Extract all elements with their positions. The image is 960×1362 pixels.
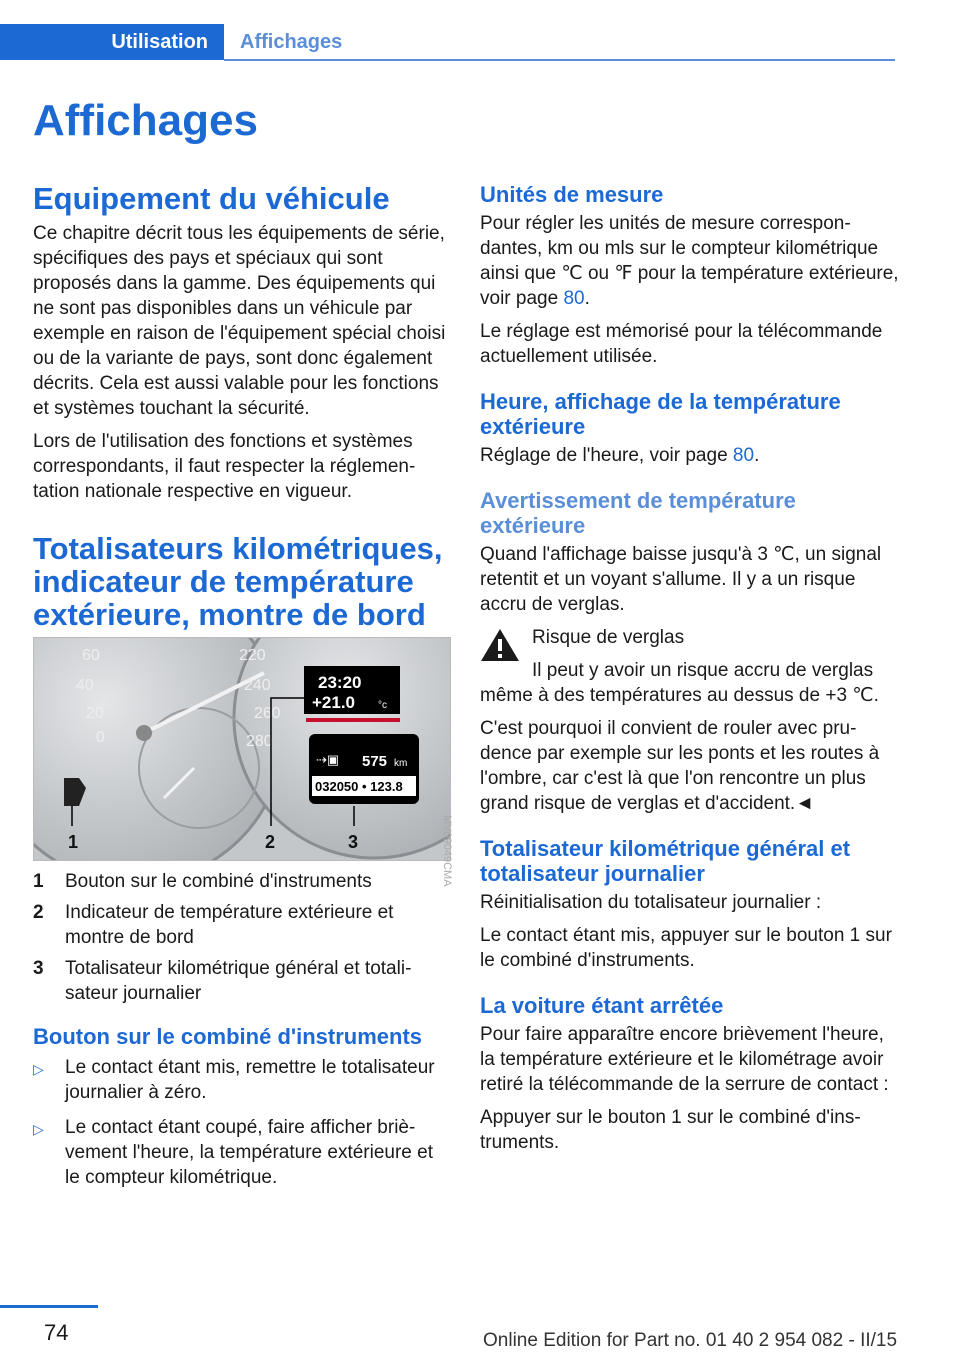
footer-divider (0, 1305, 98, 1308)
page-number: 74 (44, 1320, 69, 1345)
heading-avertissement: Avertissement de température extérieure (480, 488, 796, 538)
tab-utilisation[interactable]: Utilisation (0, 24, 224, 60)
heading-unites: Unités de mesure (480, 182, 664, 207)
list-item: ▷ Le contact étant mis, remettre le totalisateur journalier à zéro. (33, 1057, 435, 1103)
paragraph-unites: Pour régler les unités de mesure correspondantes, km ou mls sur le compteur kilométrique ainsi que ℃ ou ℉ pour la température extérieure, voir page 80. (480, 213, 899, 309)
paragraph-reinit: Réinitialisation du totalisateur journalier : (480, 892, 822, 913)
paragraph-contact: Le contact étant mis, appuyer sur le bouton 1 sur le combiné d'instruments. (480, 925, 892, 971)
paragraph-prudence: C'est pourquoi il convient de rouler avec prudence par exemple sur les ponts et les routes à l'ombre, car c'est là que l'on rencontre un plus grand risque de verglas et d'accident.◄ (480, 718, 880, 814)
warning-text: Il peut y avoir un risque accru de verglas même à des températures au dessus de +3 ℃. (480, 660, 879, 706)
right-column (480, 182, 900, 1163)
dial-tick-40: 40 (76, 677, 94, 694)
warning-title: Risque de verglas (532, 627, 685, 648)
tab-affichages[interactable]: Affichages (240, 30, 343, 53)
dial-tick-260: 260 (254, 705, 281, 722)
warning-triangle-icon (480, 627, 520, 663)
display-range-unit: km (394, 758, 408, 769)
left-column (33, 182, 453, 1200)
paragraph-heure: Réglage de l'heure, voir page 80. (480, 445, 760, 466)
heading-totalisateurs: Totalisateurs kilométriques, indicateur de température extérieure, montre de bord (33, 531, 443, 632)
paragraph-utilisation: Lors de l'utilisation des fonctions et systèmes correspondants, il faut respecter la réglementation nationale respective en vigueur. (33, 431, 416, 502)
callout-1: 1 (68, 832, 79, 852)
display-range: 575 (362, 753, 388, 770)
warning-box (480, 625, 900, 708)
display-odo-values: 032050 • 123.8 (315, 779, 403, 794)
legend-list (33, 869, 453, 1006)
page-link-80[interactable]: 80 (563, 288, 585, 309)
dial-tick-0: 0 (96, 729, 105, 746)
display-temp-unit: °c (378, 700, 387, 711)
figure-code: MV09049CMA (441, 815, 453, 887)
heading-totalisateur: Totalisateur kilométrique général et totalisateur journalier (480, 836, 851, 886)
heading-bouton: Bouton sur le combiné d'instruments (33, 1024, 423, 1049)
paragraph-appuyer: Appuyer sur le bouton 1 sur le combiné d'instruments. (480, 1107, 861, 1153)
paragraph-avertissement: Quand l'affichage baisse jusqu'à 3 ℃, un signal retentit et un voyant s'allume. Il y a un risque accru de verglas. (480, 544, 882, 615)
display-temp: +21.0 (312, 693, 356, 712)
header-divider (224, 59, 895, 61)
svg-text:⇢▣: ⇢▣ (316, 752, 340, 767)
callout-3: 3 (348, 832, 359, 852)
dial-tick-220: 220 (239, 647, 266, 664)
display-time: 23:20 (318, 673, 362, 692)
dial-tick-240: 240 (244, 677, 271, 694)
heading-equipement: Equipement du véhicule (33, 181, 390, 216)
dial-tick-280: 280 (246, 733, 273, 750)
list-item: 3 Totalisateur kilométrique général et totalisateur journalier (33, 958, 412, 1004)
header-bar (0, 24, 895, 62)
callout-2: 2 (265, 832, 276, 852)
dial-tick-60: 60 (82, 647, 100, 664)
paragraph-memo: Le réglage est mémorisé pour la télécommande actuellement utilisée. (480, 321, 883, 367)
heading-heure: Heure, affichage de la température extérieure (480, 389, 841, 439)
paragraph-chapitre: Ce chapitre décrit tous les équipements de série, spécifiques des pays et spéciaux qui sont proposés dans la gamme. Des équipements qui ne sont pas disponibles dans un véhicule par exemple en raison de l'équipement spécial choisi ou de la variante de pays, sont donc également décrits. Cela est aussi valable pour les fonctions et systèmes touchant la sécurité. (33, 223, 446, 419)
triangle-bullet-icon: ▷ (33, 1121, 44, 1137)
list-item: ▷ Le contact étant coupé, faire afficher brièvement l'heure, la température extérieure et le compteur kilométrique. (33, 1117, 433, 1188)
bullet-list (33, 1055, 453, 1190)
instrument-cluster-illustration (34, 638, 450, 860)
heading-voiture: La voiture étant arrêtée (480, 993, 724, 1018)
page-link-80[interactable]: 80 (732, 445, 755, 466)
list-item: 1 Bouton sur le combiné d'instruments (33, 871, 372, 892)
footer-edition: Online Edition for Part no. 01 40 2 954 082 - II/15 (483, 1330, 898, 1351)
list-item: 2 Indicateur de température extérieure et montre de bord (33, 902, 394, 948)
dial-tick-20: 20 (86, 705, 104, 722)
instrument-cluster-figure (33, 637, 451, 861)
paragraph-faire: Pour faire apparaître encore brièvement l'heure, la température extérieure et le kilométrage avoir retiré la télécommande de la serrure de contact : (480, 1024, 889, 1095)
page-title: Affichages (33, 96, 258, 145)
triangle-bullet-icon: ▷ (33, 1061, 44, 1077)
